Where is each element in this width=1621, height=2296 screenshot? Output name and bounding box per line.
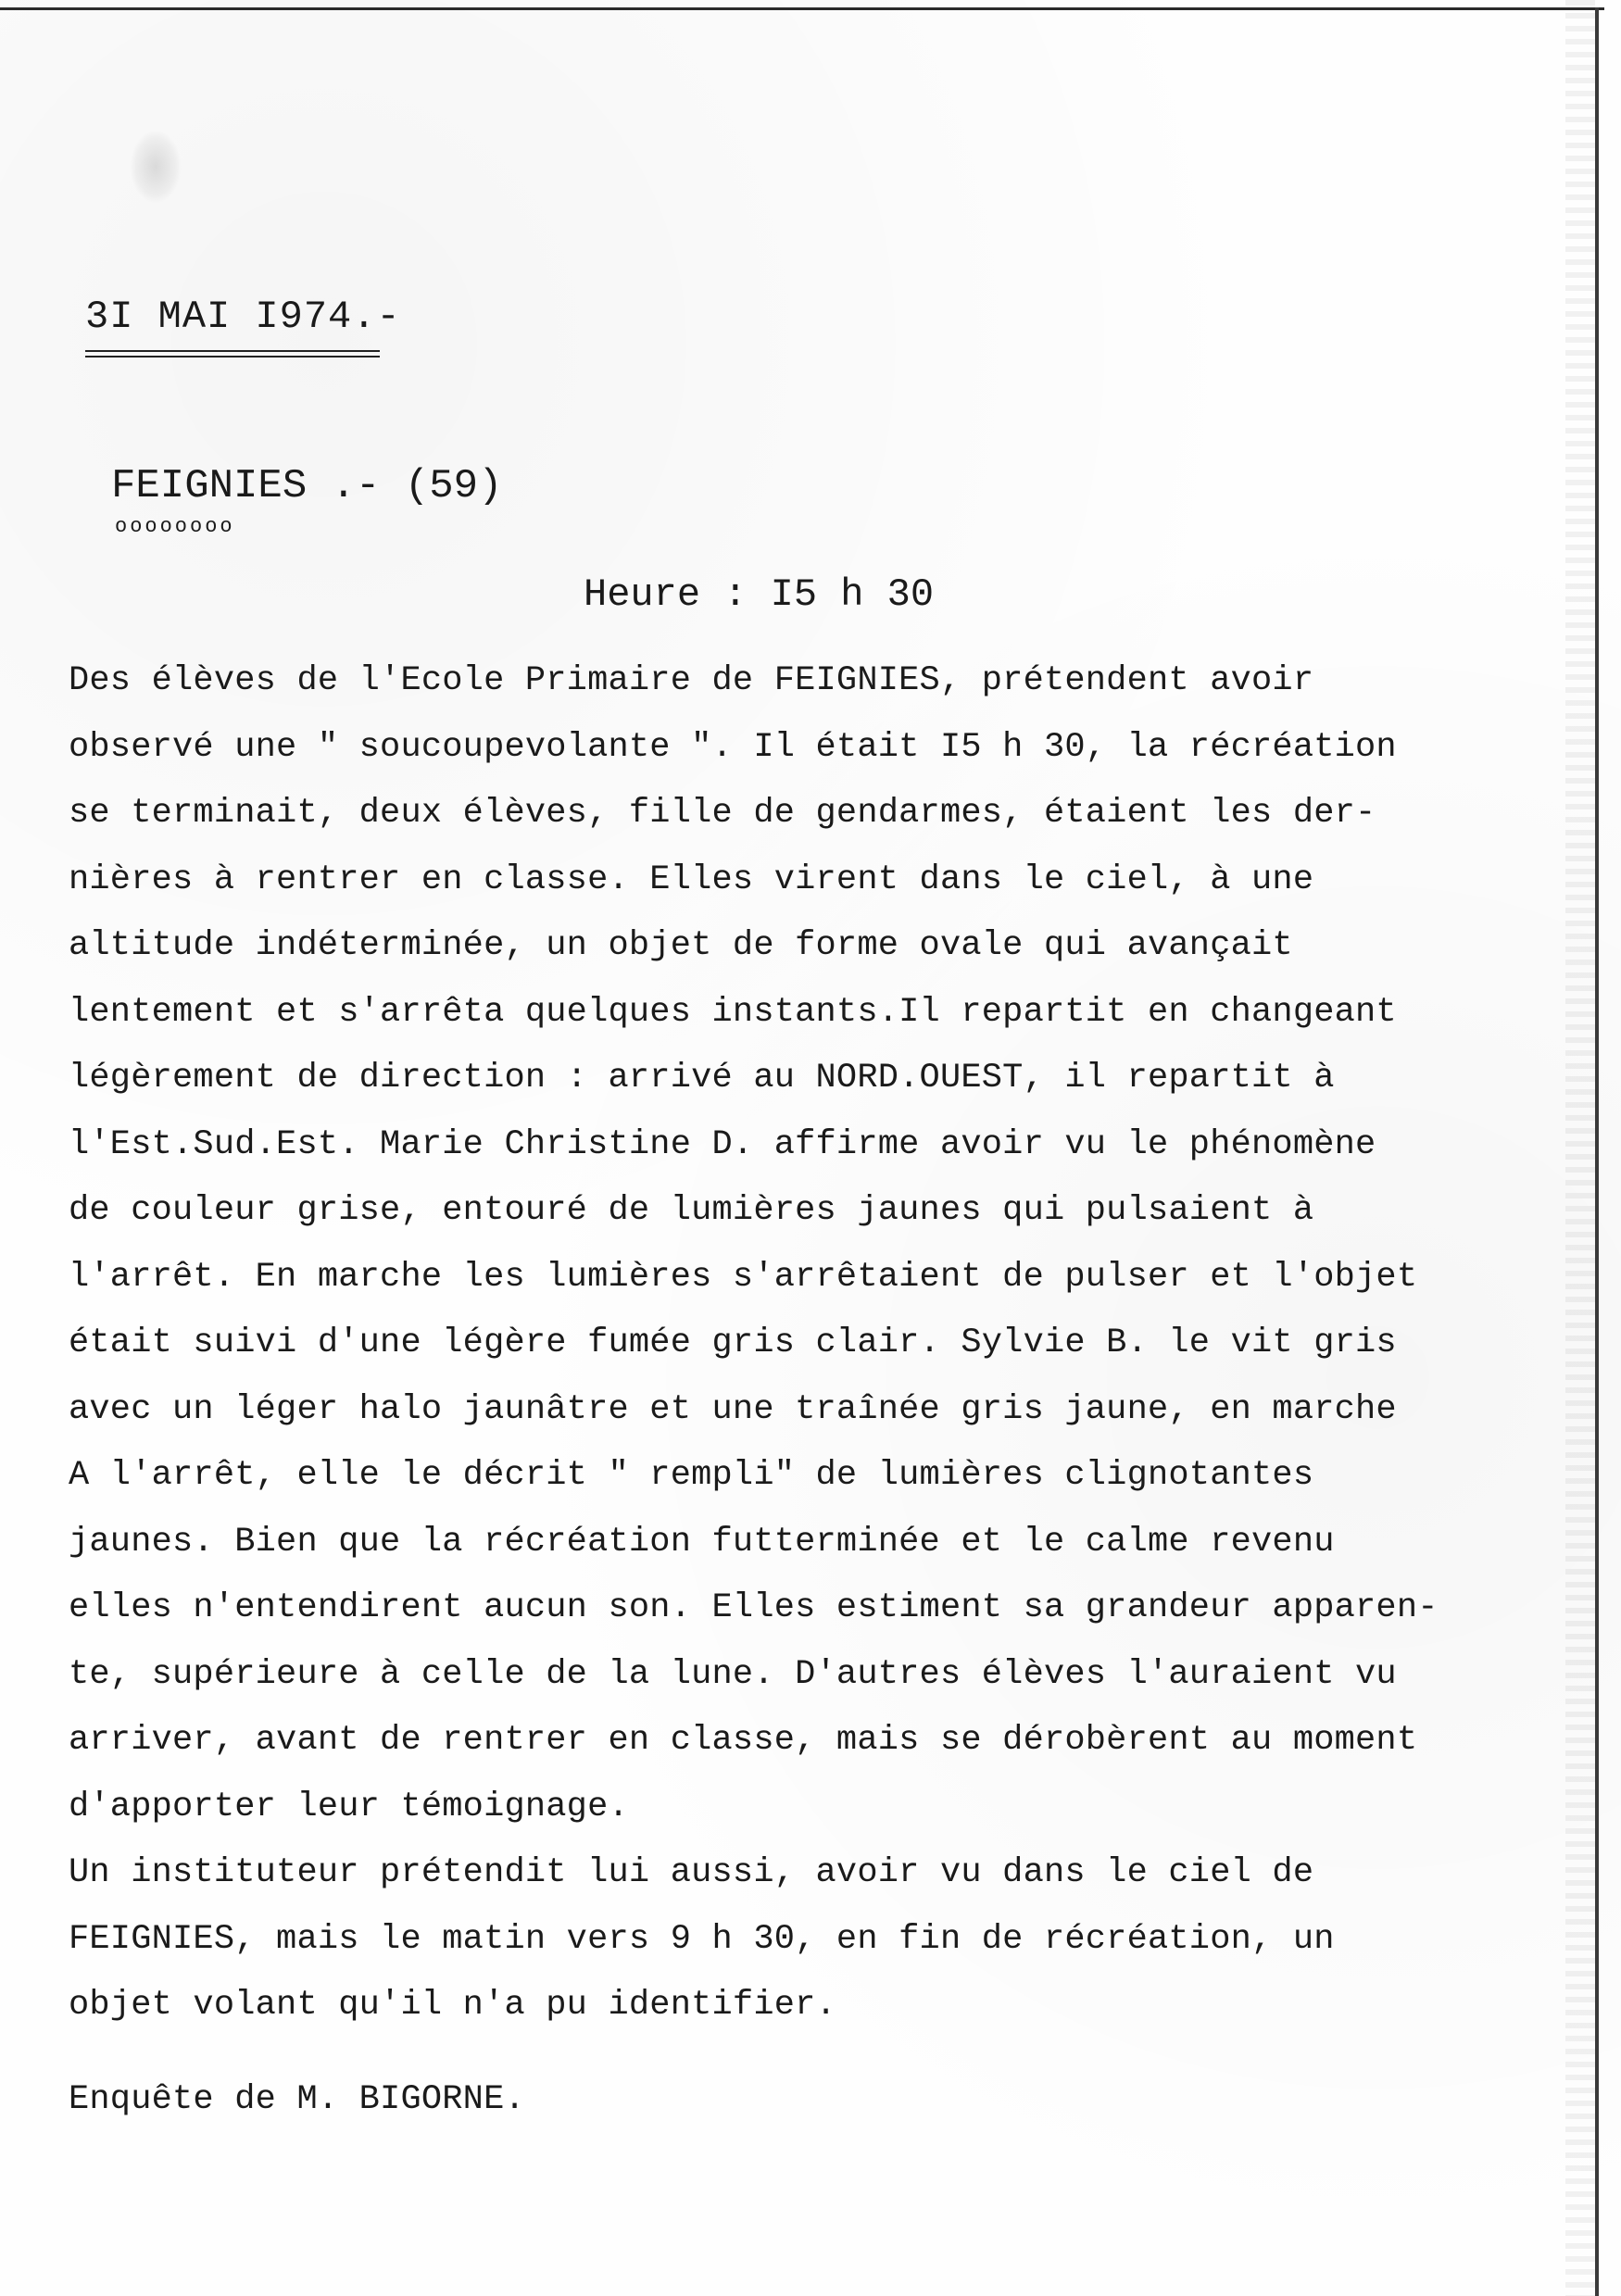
report-line: Un instituteur prétendit lui aussi, avoir vu dans le ciel de bbox=[69, 1853, 1314, 1892]
report-line: te, supérieure à celle de la lune. D'autres élèves l'auraient vu bbox=[69, 1654, 1397, 1694]
report-line: l'arrêt. En marche les lumières s'arrêtaient de pulser et l'objet bbox=[69, 1257, 1418, 1297]
report-line: avec un léger halo jaunâtre et une traînée gris jaune, en marche bbox=[69, 1389, 1397, 1429]
date-underline bbox=[85, 350, 380, 358]
scan-edge-top bbox=[0, 7, 1604, 10]
report-line: de couleur grise, entouré de lumières jaunes qui pulsaient à bbox=[69, 1191, 1314, 1230]
report-line: altitude indéterminée, un objet de forme ovale qui avançait bbox=[69, 926, 1293, 965]
report-line: elles n'entendirent aucun son. Elles estiment sa grandeur apparen- bbox=[69, 1588, 1439, 1627]
report-line: légèrement de direction : arrivé au NORD.OUEST, il repartit à bbox=[69, 1059, 1335, 1098]
report-line: A l'arrêt, elle le décrit " rempli" de lumières clignotantes bbox=[69, 1456, 1314, 1495]
report-location: FEIGNIES .- (59) bbox=[111, 463, 503, 509]
report-line: objet volant qu'il n'a pu identifier. bbox=[69, 1986, 836, 2025]
report-line: lentement et s'arrêta quelques instants.Il repartit en changeant bbox=[69, 992, 1397, 1032]
report-line: jaunes. Bien que la récréation futterminée et le calme revenu bbox=[69, 1522, 1335, 1562]
report-date: 3I MAI I974.- bbox=[85, 295, 401, 339]
paragraph-gap bbox=[69, 2039, 1551, 2067]
report-line: se terminait, deux élèves, fille de gendarmes, étaient les der- bbox=[69, 794, 1376, 833]
report-line: observé une " soucoupevolante ". Il était I5 h 30, la récréation bbox=[69, 727, 1397, 767]
report-line: nières à rentrer en classe. Elles virent dans le ciel, à une bbox=[69, 859, 1314, 899]
investigator-signature: Enquête de M. BIGORNE. bbox=[69, 2079, 525, 2119]
report-line: d'apporter leur témoignage. bbox=[69, 1787, 629, 1826]
scan-edge-shadow bbox=[1565, 0, 1595, 2296]
report-line: FEIGNIES, mais le matin vers 9 h 30, en fin de récréation, un bbox=[69, 1919, 1335, 1959]
report-line: l'Est.Sud.Est. Marie Christine D. affirme avoir vu le phénomène bbox=[69, 1124, 1376, 1164]
report-time: Heure : I5 h 30 bbox=[584, 572, 935, 617]
report-line: Des élèves de l'Ecole Primaire de FEIGNIES, prétendent avoir bbox=[69, 661, 1314, 700]
report-body bbox=[69, 648, 1551, 2133]
scan-edge-right bbox=[1595, 7, 1599, 2296]
location-underline-dots: oooooooo bbox=[115, 515, 235, 538]
punch-hole-mark bbox=[130, 130, 182, 204]
report-line: arriver, avant de rentrer en classe, mais se dérobèrent au moment bbox=[69, 1721, 1418, 1760]
report-line: était suivi d'une légère fumée gris clair. Sylvie B. le vit gris bbox=[69, 1324, 1397, 1362]
